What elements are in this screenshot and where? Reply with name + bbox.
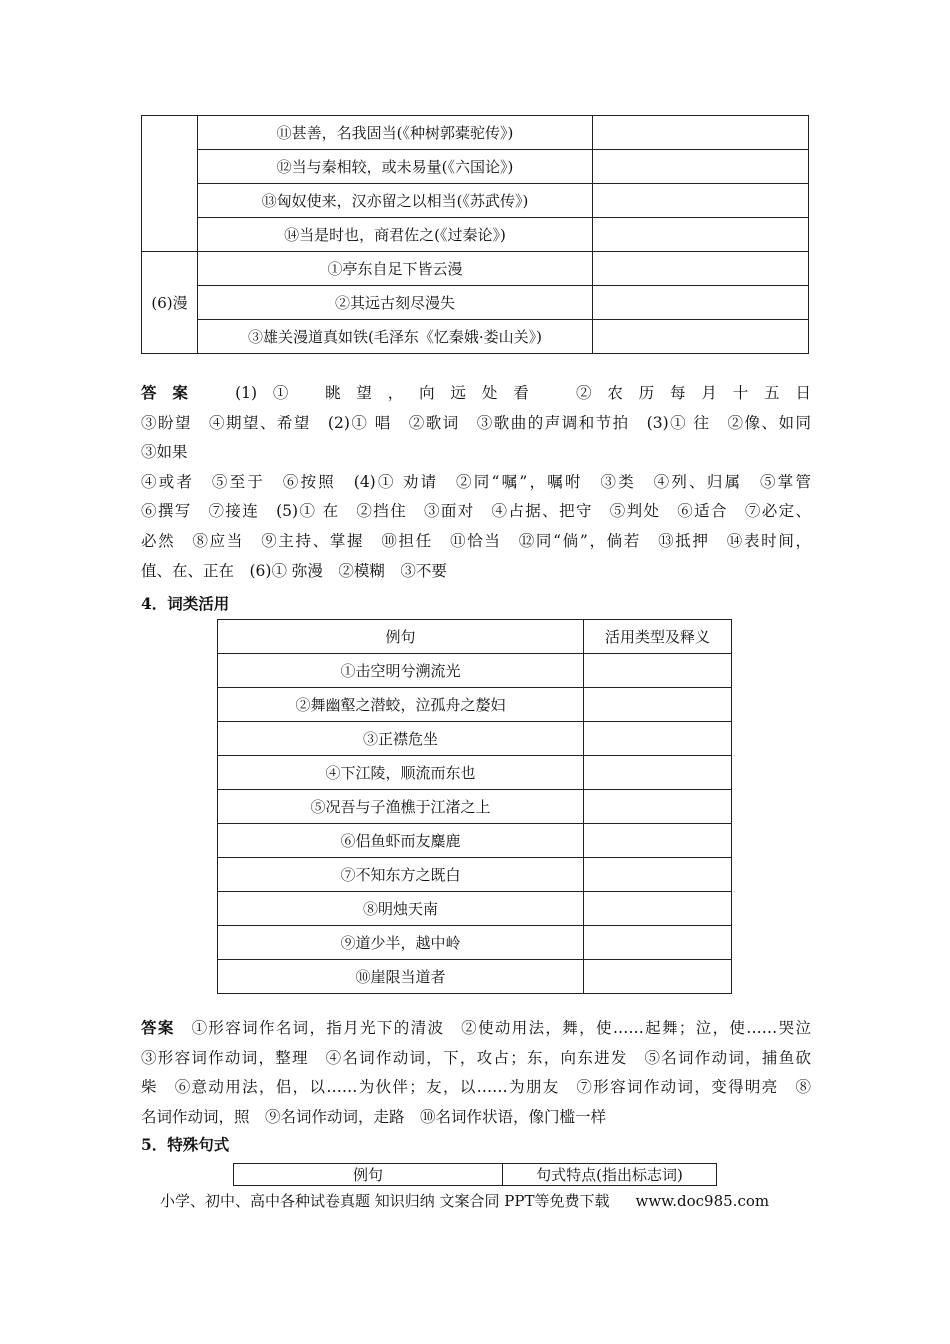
column-header: 活用类型及释义 (584, 620, 732, 654)
answer-cell (584, 756, 732, 790)
column-header: 例句 (234, 1164, 503, 1186)
table-row (218, 722, 732, 756)
answer-cell (593, 150, 809, 184)
answer-cell (584, 688, 732, 722)
example-sentence: ①击空明兮溯流光 (218, 654, 584, 688)
answer-cell (584, 722, 732, 756)
table-row (218, 858, 732, 892)
answer-cell (593, 184, 809, 218)
section-heading: 5．特殊句式 (141, 1135, 230, 1154)
table-header-row (234, 1164, 717, 1186)
group-label-cell: (6)漫 (142, 252, 198, 354)
table-row (142, 116, 809, 150)
answer-line: 柴 ⑥意动用法，侣，以……为伙伴；友，以……为朋友 ⑦形容词作动词，变得明亮 ⑧ (141, 1078, 811, 1097)
table-row (218, 688, 732, 722)
table-header-row (218, 620, 732, 654)
example-sentence: ②舞幽壑之潜蛟，泣孤舟之嫠妇 (218, 688, 584, 722)
answer-label: 答案 (141, 383, 204, 402)
footer-url: www.doc985.com (635, 1192, 770, 1210)
answer-text: ①形容词作名词，指月光下的清波 ②使动用法，舞，使……起舞；泣，使……哭泣 (191, 1019, 811, 1037)
sentence-pattern-table (233, 1163, 717, 1186)
answer-line (141, 1013, 811, 1044)
table-row (142, 150, 809, 184)
example-sentence: ③正襟危坐 (218, 722, 584, 756)
example-sentence: ⑫当与秦相较，或未易量(《六国论》) (198, 150, 593, 184)
example-sentence: ③雄关漫道真如铁(毛泽东《忆秦娥·娄山关》) (198, 320, 593, 354)
example-sentence: ④下江陵，顺流而东也 (218, 756, 584, 790)
example-sentence: ⑭当是时也，商君佐之(《过秦论》) (198, 218, 593, 252)
answer-cell (584, 926, 732, 960)
column-header: 例句 (218, 620, 584, 654)
example-sentence: ⑤况吾与子渔樵于江渚之上 (218, 790, 584, 824)
table-row (218, 892, 732, 926)
table-row (218, 926, 732, 960)
answer-block-meanings (141, 378, 811, 586)
example-sentence: ⑨道少半，越中岭 (218, 926, 584, 960)
example-sentence: ②其远古刻尽漫失 (198, 286, 593, 320)
answer-cell (584, 790, 732, 824)
table-row (218, 654, 732, 688)
answer-line: 必然 ⑧应当 ⑨主持、掌握 ⑩担任 ⑪恰当 ⑫同“倘”，倘若 ⑬抵押 ⑭表时间， (141, 531, 811, 550)
answer-cell (584, 892, 732, 926)
table-row (142, 252, 809, 286)
table-row (218, 824, 732, 858)
answer-line: ③形容词作动词，整理 ④名词作动词，下，攻占；东，向东进发 ⑤名词作动词，捕鱼砍 (141, 1048, 811, 1067)
table-row (142, 218, 809, 252)
answer-cell (584, 824, 732, 858)
answer-line: ③盼望 ④期望、希望 (2)① 唱 ②歌词 ③歌曲的声调和节拍 (3)① 往 ②像、如同 (141, 413, 811, 432)
example-sentence: ⑪甚善，名我固当(《种树郭橐驼传》) (198, 116, 593, 150)
table-row (142, 320, 809, 354)
table-row (218, 790, 732, 824)
answer-text: (1)① 眺望，向远处看 ②农历每月十五日 (235, 384, 811, 402)
footer-text: 小学、初中、高中各种试卷真题 知识归纳 文案合同 PPT等免费下载 (160, 1192, 610, 1210)
answer-cell (593, 320, 809, 354)
answer-cell (593, 116, 809, 150)
answer-line: 名词作动词，照 ⑨名词作动词，走路 ⑩名词作状语，像门槛一样 (141, 1107, 607, 1126)
table-row (142, 286, 809, 320)
answer-cell (593, 286, 809, 320)
group-label-cell (142, 116, 198, 252)
answer-line: 值、在、正在 (6)① 弥漫 ②模糊 ③不要 (141, 561, 447, 580)
table-row (218, 756, 732, 790)
answer-line: ③如果 (141, 443, 188, 462)
example-sentence: ⑧明烛天南 (218, 892, 584, 926)
word-class-table (217, 619, 732, 994)
table-row (218, 960, 732, 994)
answer-cell (593, 252, 809, 286)
answer-line (141, 378, 811, 409)
answer-line: ⑥撰写 ⑦接连 (5)① 在 ②挡住 ③面对 ④占据、把守 ⑤判处 ⑥适合 ⑦必定、 (141, 502, 811, 521)
example-sentence: ①亭东自足下皆云漫 (198, 252, 593, 286)
example-sentence: ⑬匈奴使来，汉亦留之以相当(《苏武传》) (198, 184, 593, 218)
example-sentence: ⑩崖限当道者 (218, 960, 584, 994)
answer-cell (584, 858, 732, 892)
section-heading: 4．词类活用 (141, 594, 230, 613)
answer-cell (593, 218, 809, 252)
example-sentence: ⑦不知东方之既白 (218, 858, 584, 892)
answer-label: 答案 (141, 1018, 175, 1037)
page-footer (160, 1190, 769, 1211)
example-sentence: ⑥侣鱼虾而友麋鹿 (218, 824, 584, 858)
answer-line: ④或者 ⑤至于 ⑥按照 (4)① 劝请 ②同“嘱”，嘱咐 ③类 ④列、归属 ⑤掌管 (141, 472, 811, 491)
answer-cell (584, 654, 732, 688)
word-meaning-table (141, 115, 809, 354)
table-row (142, 184, 809, 218)
column-header: 句式特点(指出标志词) (503, 1164, 717, 1186)
answer-cell (584, 960, 732, 994)
answer-block-word-class (141, 1013, 811, 1132)
